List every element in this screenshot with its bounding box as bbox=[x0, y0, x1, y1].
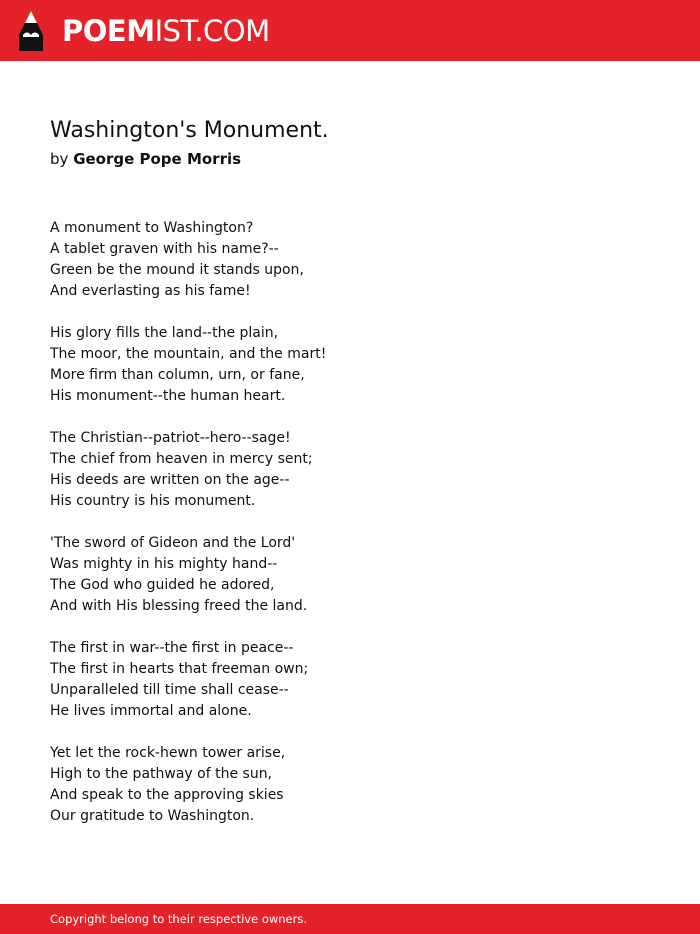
poem-line: High to the pathway of the sun, bbox=[50, 766, 273, 782]
poem-stanza bbox=[50, 638, 650, 722]
poem-stanza bbox=[50, 218, 650, 302]
poem-line: And with His blessing freed the land. bbox=[50, 598, 308, 614]
poem-line: Our gratitude to Washington. bbox=[50, 808, 255, 824]
poem-line: The moor, the mountain, and the mart! bbox=[50, 346, 327, 362]
pencil-tip-icon[interactable] bbox=[18, 10, 44, 52]
poem-stanza bbox=[50, 533, 650, 617]
poem-line: A monument to Washington? bbox=[50, 220, 254, 236]
poem-line: His country is his monument. bbox=[50, 493, 256, 509]
poem-line: More firm than column, urn, or fane, bbox=[50, 367, 305, 383]
poem-line: 'The sword of Gideon and the Lord' bbox=[50, 535, 296, 551]
poem-title: Washington's Monument. bbox=[50, 118, 329, 143]
poem-line: Yet let the rock-hewn tower arise, bbox=[50, 745, 286, 761]
poem-line: And speak to the approving skies bbox=[50, 787, 284, 803]
poem-line: The first in war--the first in peace-- bbox=[50, 640, 294, 656]
poem-line: The God who guided he adored, bbox=[50, 577, 275, 593]
poem-stanza bbox=[50, 428, 650, 512]
poem-line: His monument--the human heart. bbox=[50, 388, 286, 404]
poem-body bbox=[50, 218, 650, 848]
site-logo-link[interactable] bbox=[62, 13, 270, 49]
poem-line: Was mighty in his mighty hand-- bbox=[50, 556, 278, 572]
brand-name-bold: POEM bbox=[62, 14, 155, 48]
poem-stanza bbox=[50, 743, 650, 827]
byline-prefix: by bbox=[50, 150, 69, 168]
poem-line: His deeds are written on the age-- bbox=[50, 472, 290, 488]
poem-line: A tablet graven with his name?-- bbox=[50, 241, 279, 257]
site-header bbox=[0, 0, 700, 61]
copyright-notice: Copyright belong to their respective owners. bbox=[50, 912, 308, 926]
poem-author: George Pope Morris bbox=[73, 150, 242, 168]
poem-line: And everlasting as his fame! bbox=[50, 283, 251, 299]
poem-line: The first in hearts that freeman own; bbox=[50, 661, 309, 677]
poem-stanza bbox=[50, 323, 650, 407]
poem-line: He lives immortal and alone. bbox=[50, 703, 252, 719]
poem-line: His glory fills the land--the plain, bbox=[50, 325, 279, 341]
poem-byline bbox=[50, 148, 241, 170]
poem-line: Unparalleled till time shall cease-- bbox=[50, 682, 289, 698]
site-footer bbox=[0, 904, 700, 934]
brand-name-light: IST.COM bbox=[154, 14, 270, 48]
poem-line: The Christian--patriot--hero--sage! bbox=[50, 430, 291, 446]
poem-line: The chief from heaven in mercy sent; bbox=[50, 451, 313, 467]
poem-line: Green be the mound it stands upon, bbox=[50, 262, 304, 278]
